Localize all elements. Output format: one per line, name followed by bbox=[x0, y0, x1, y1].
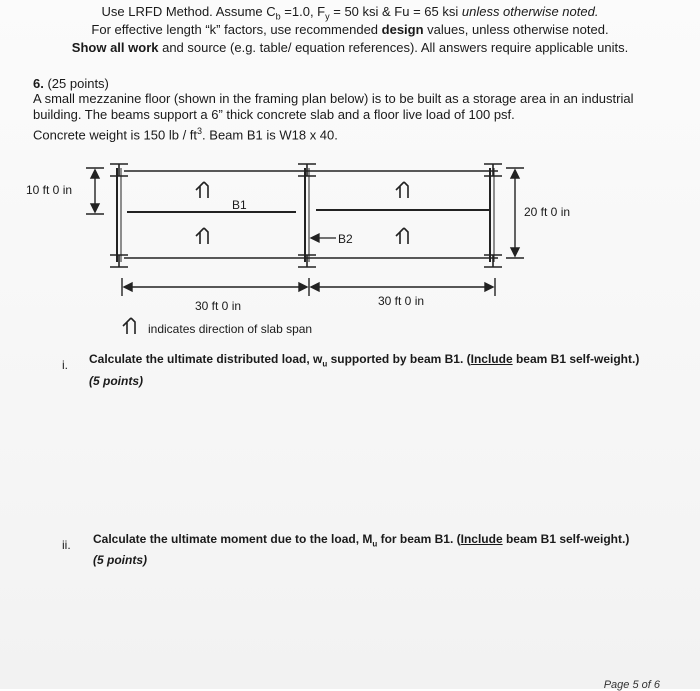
question-2-number: ii. bbox=[62, 538, 71, 552]
dim-left-label: 10 ft 0 in bbox=[26, 183, 73, 197]
question-2-text: Calculate the ultimate moment due to the load, $M_u$ for beam B1. (Include beam B1 self-weight.) bbox=[93, 532, 630, 549]
column-icon-bottom-middle bbox=[298, 255, 316, 267]
instruction-line-3: Show all work and source (e.g. table/ equation references). All answers require applicable units. bbox=[71, 40, 629, 55]
dimension-bottom bbox=[122, 278, 495, 296]
instruction-line-2: For effective length “k” factors, use recommended design values, unless otherwise noted. bbox=[91, 22, 609, 37]
span-arrow-icon bbox=[396, 182, 408, 198]
column-icon-bottom-right bbox=[484, 255, 502, 267]
dimension-right bbox=[506, 168, 524, 258]
dim-bottom-right-label: 30 ft 0 in bbox=[378, 294, 425, 308]
span-legend-text: indicates direction of slab span bbox=[148, 322, 313, 336]
problem-text-line-1: A small mezzanine floor (shown in the framing plan below) is to be built as a storage area in an industrial bbox=[33, 91, 634, 106]
span-arrow-icon bbox=[196, 228, 208, 244]
dim-bottom-left-label: 30 ft 0 in bbox=[195, 299, 242, 313]
problem-heading: 6. (25 points) bbox=[33, 76, 109, 91]
question-1-number: i. bbox=[62, 358, 68, 372]
b2-leader-arrow bbox=[311, 234, 336, 242]
problem-text-line-2: building. The beams support a 6” thick concrete slab and a floor live load of 100 psf. bbox=[33, 107, 515, 122]
column-icon-top-middle bbox=[298, 164, 316, 176]
question-2-points: (5 points) bbox=[93, 553, 147, 567]
question-1-points: (5 points) bbox=[89, 374, 143, 388]
dim-right-label: 20 ft 0 in bbox=[524, 205, 571, 219]
problem-text-line-3: Concrete weight is 150 lb / $ft^3$. Beam B1 is W18 x 40. bbox=[33, 126, 338, 143]
column-icon-top-right bbox=[484, 164, 502, 176]
question-1-text: Calculate the ultimate distributed load, $w_u$ supported by beam B1. (Include beam B1 self-weight.) bbox=[89, 352, 640, 369]
span-arrow-icon bbox=[196, 182, 208, 198]
column-icon-bottom-left bbox=[110, 255, 128, 267]
span-arrow-icon bbox=[396, 228, 408, 244]
beam-b2-label: B2 bbox=[338, 232, 353, 246]
dimension-left bbox=[86, 168, 104, 214]
legend-span-arrow-icon bbox=[123, 318, 135, 334]
column-icon-top-left bbox=[110, 164, 128, 176]
instruction-line-1: Use LRFD Method. Assume $C_b =1.0$, $F_y = 50$ ksi & Fu = 65 ksi unless otherwise noted. bbox=[101, 4, 599, 22]
beam-b1-label: B1 bbox=[232, 198, 247, 212]
page-number: Page 5 of 6 bbox=[603, 679, 660, 691]
